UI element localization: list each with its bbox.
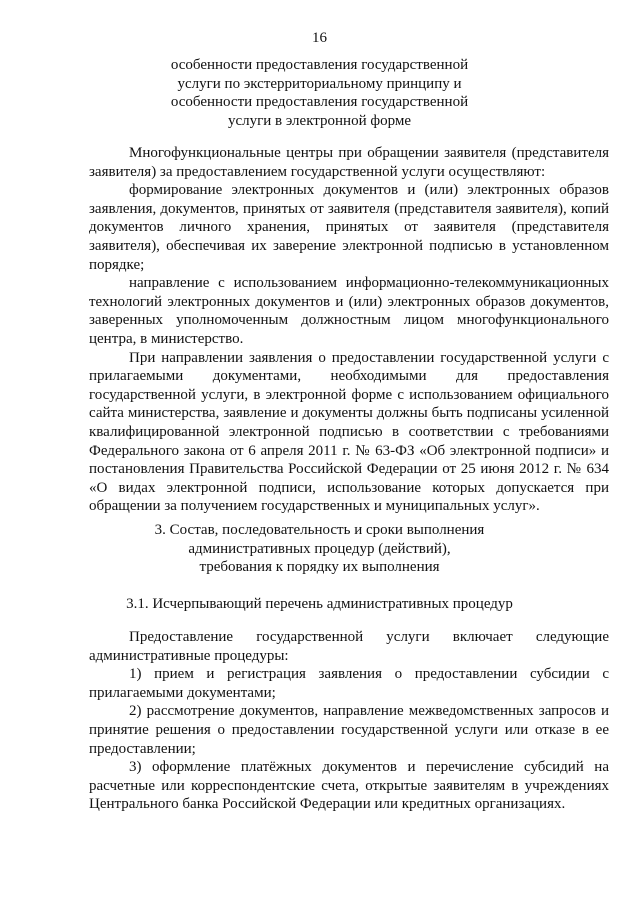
heading-line: 3. Состав, последовательность и сроки выполнения (154, 522, 485, 538)
heading-line: услуги в электронной форме (227, 112, 412, 129)
paragraph: направление с использованием информационно-телекоммуникационных технологий электронных документов и (или) электронных образов документов, заверенных уполномоченным должностным лицом многофункционального центра, в министерство. (89, 275, 609, 347)
section-heading-3 (0, 521, 639, 577)
body-text-block-2 (89, 628, 609, 814)
subsection-heading-3-1 (0, 595, 639, 614)
list-item: 2) рассмотрение документов, направление межведомственных запросов и принятие решения о предоставлении государственной услуги или отказе в ее предоставлении; (89, 703, 609, 757)
paragraph: При направлении заявления о предоставлении государственной услуги с прилагаемыми документами, необходимыми для предоставления государственной услуги, в электронной форме с использованием официального сайта министерства, заявление и документы должны быть подписаны усиленной квалифицированной электронной подписью в соответствии с требованиями Федерального закона от 6 апреля 2011 г. № 63-ФЗ «Об электронной подписи» и постановления Правительства Российской Федерации от 25 июня 2012 г. № 634 «О видах электронной подписи, использование которых допускается при обращении за получением государственных и муниципальных услуг». (89, 349, 609, 515)
section-heading-electronic-form (0, 56, 639, 130)
heading-line: особенности предоставления государственной (170, 94, 469, 111)
heading-line: административных процедур (действий), (188, 540, 451, 557)
list-item: 1) прием и регистрация заявления о предоставлении субсидии с прилагаемыми документами; (89, 666, 609, 701)
paragraph: Многофункциональные центры при обращении заявителя (представителя заявителя) за предоставлением государственной услуги осуществляют: (89, 145, 609, 180)
body-text-block-1 (89, 144, 609, 516)
heading-line: 3.1. Исчерпывающий перечень административных процедур (126, 596, 513, 612)
heading-line: услуги по экстерриториальному принципу и (177, 75, 462, 92)
list-item: 3) оформление платёжных документов и перечисление субсидий на расчетные или корреспондентские счета, открытые заявителям в учреждениях Центрального банка Российской Федерации или кредитных организациях. (89, 759, 609, 813)
page-number: 16 (312, 30, 327, 46)
paragraph: Предоставление государственной услуги включает следующие административные процедуры: (89, 629, 609, 664)
paragraph: формирование электронных документов и (или) электронных образов заявления, документов, принятых от заявителя (представителя заявителя), копий документов личного хранения, принятых от заявителя (представителя заявителя), обеспечивая их заверение электронной подписью в установленном порядке; (89, 182, 609, 273)
heading-line: требования к порядку их выполнения (199, 559, 440, 576)
heading-line: особенности предоставления государственной (170, 57, 469, 73)
